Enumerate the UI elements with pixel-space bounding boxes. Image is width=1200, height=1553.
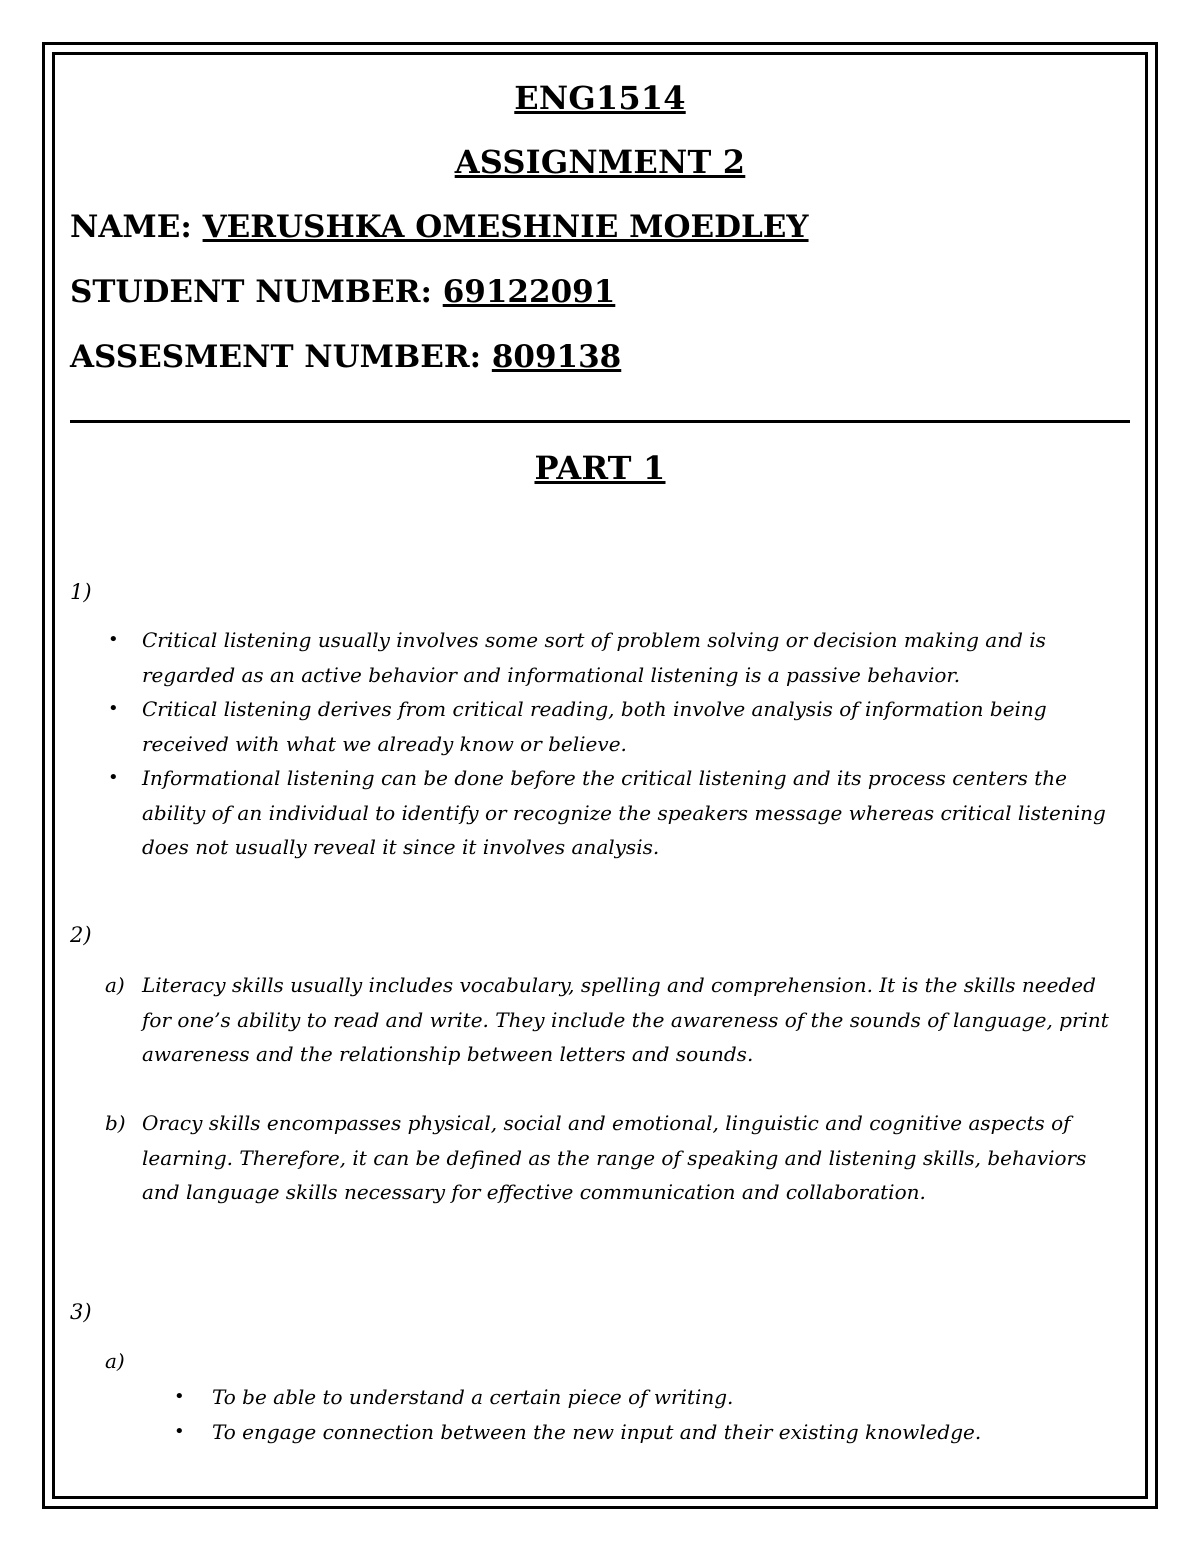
list-item: [70, 623, 1130, 692]
name-value: VERUSHKA OMESHNIE MOEDLEY: [202, 209, 809, 245]
bullet-icon: •: [108, 767, 119, 788]
student-number-label: STUDENT NUMBER:: [70, 274, 443, 310]
question-3a-label: a): [105, 1349, 125, 1373]
list-item: [70, 1380, 1130, 1415]
bullet-icon: •: [108, 698, 119, 719]
assessment-number-label: ASSESMENT NUMBER:: [70, 339, 492, 375]
list-item-text: Critical listening derives from critical reading, both involve analysis of information being received with what we already know or believe.: [142, 697, 1047, 756]
student-name-line: [70, 207, 809, 247]
course-code: ENG1514: [514, 79, 686, 117]
question-2-label: 2): [70, 923, 92, 947]
list-item-text: Critical listening usually involves some sort of problem solving or decision making and is regarded as an active behavior and informational listening is a passive behavior.: [142, 628, 1046, 687]
bullet-icon: •: [174, 1386, 185, 1407]
list-item: [70, 1415, 1130, 1450]
question-3-label: 3): [70, 1300, 92, 1324]
student-number-line: [70, 272, 615, 312]
list-item-text: To be able to understand a certain piece of writing.: [212, 1385, 734, 1409]
name-label: NAME:: [70, 209, 203, 245]
list-item-text: Informational listening can be done before the critical listening and its process centers the ability of an individual to identify or recognize the speakers message whereas critical listening does not usually reveal it since it involves analysis.: [142, 766, 1106, 859]
list-item: [70, 761, 1130, 865]
assessment-number-value: 809138: [491, 339, 622, 375]
list-item: [70, 692, 1130, 761]
question-2b-text: Oracy skills encompasses physical, social and emotional, linguistic and cognitive aspects of learning. Therefore, it can be defined as the range of speaking and listening skills, behaviors and language skills necessary for effective communication and collaboration.: [142, 1111, 1087, 1204]
question-2a: [70, 968, 1130, 1072]
part-title: PART 1: [534, 449, 666, 487]
assignment-title: ASSIGNMENT 2: [454, 143, 746, 181]
list-item-text: To engage connection between the new input and their existing knowledge.: [212, 1419, 982, 1444]
horizontal-divider: [70, 420, 1130, 423]
question-1-bullet-list: [70, 623, 1130, 865]
bullet-icon: •: [108, 629, 119, 650]
bullet-icon: •: [174, 1420, 185, 1442]
question-2b-label: b): [105, 1111, 126, 1135]
assessment-number-line: [70, 337, 621, 377]
question-3a-bullet-list: [70, 1380, 1130, 1449]
question-2a-text: Literacy skills usually includes vocabulary, spelling and comprehension. It is the skills needed for one’s ability to read and write. They include the awareness of the sounds of language, print awareness and the relationship between letters and sounds.: [142, 973, 1109, 1066]
question-2b: [70, 1106, 1130, 1210]
question-1-label: 1): [70, 580, 92, 604]
question-2a-label: a): [105, 973, 125, 997]
student-number-value: 69122091: [442, 274, 616, 310]
